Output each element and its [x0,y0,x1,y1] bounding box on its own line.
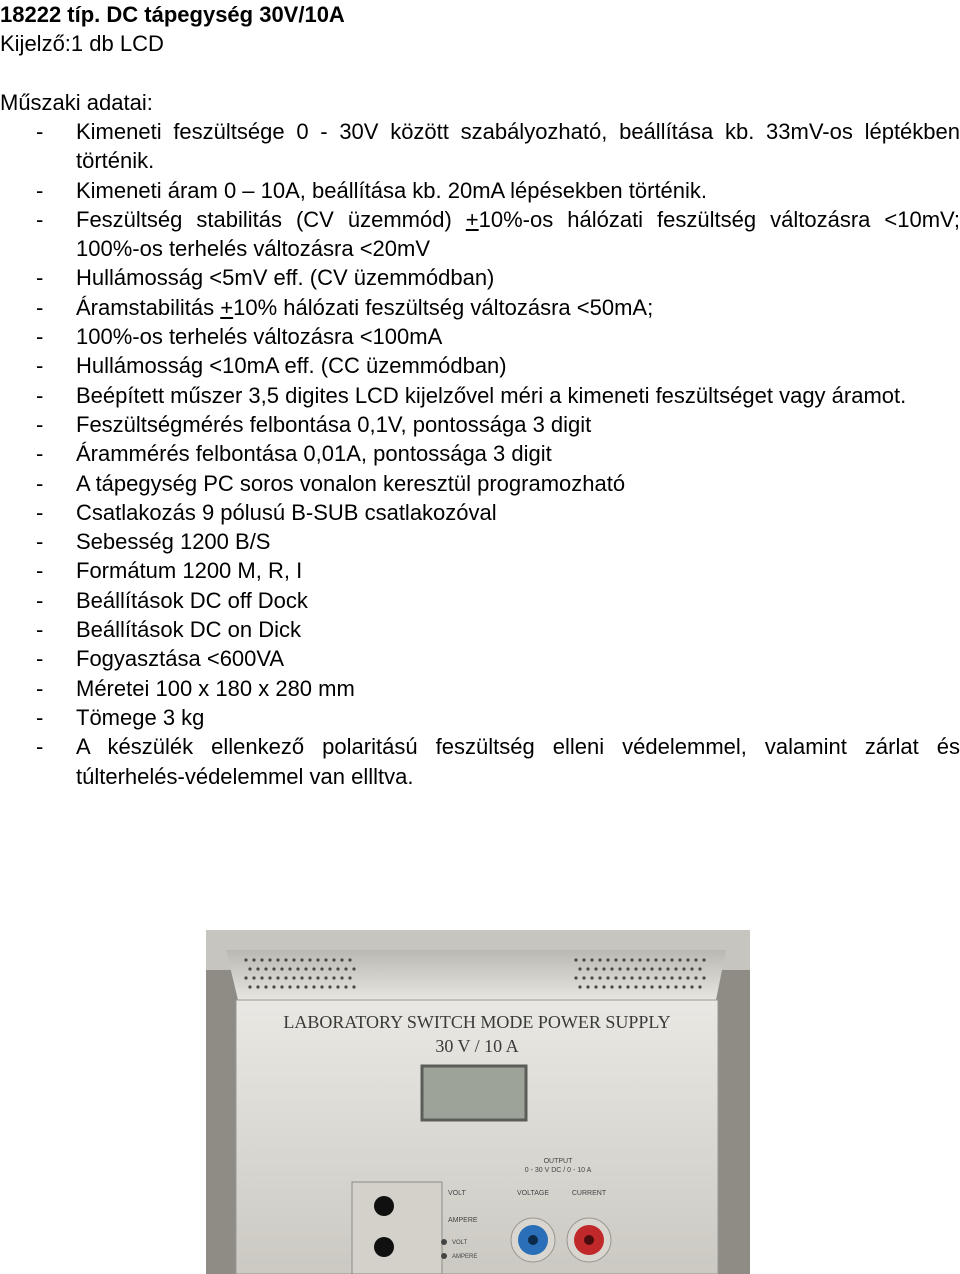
spec-item [0,293,960,322]
spec-text: Feszültség stabilitás (CV üzemmód) [76,206,466,232]
spec-item [0,644,960,673]
bullet-dash: - [36,587,44,613]
bullet-dash: - [36,704,44,730]
spec-text: A készülék ellenkező polaritású feszültség elleni védelemmel, valamint zárlat és túlterhelés-védelemmel van ellltva. [76,734,960,789]
spec-item [0,381,960,410]
current-label: CURRENT [571,1190,607,1197]
spec-text: Méretei 100 x 180 x 280 mm [76,675,355,701]
bullet-dash: - [36,734,44,760]
volt-knob [374,1196,394,1216]
bullet-dash: - [36,382,44,408]
output-spec: 0 - 30 V DC / 0 - 10 A [524,1167,592,1174]
ampere-knob [374,1237,394,1257]
section-heading: Műszaki adatai: [0,90,153,115]
positive-terminal-hole [584,1235,594,1245]
panel-title: LABORATORY SWITCH MODE POWER SUPPLY [283,1012,671,1032]
bullet-dash: - [36,617,44,643]
control-section [352,1182,442,1274]
spec-text: Beépített műszer 3,5 digites LCD kijelzővel méri a kimeneti feszültséget vagy áramot. [76,382,907,408]
spec-item [0,176,960,205]
bullet-dash: - [36,470,44,496]
document-title: 18222 típ. DC tápegység 30V/10A [0,2,345,27]
spec-text: Sebesség 1200 B/S [76,529,271,555]
bullet-dash: - [36,177,44,203]
bullet-dash: - [36,294,44,320]
spec-text: Kimeneti áram 0 – 10A, beállítása kb. 20mA lépésekben történik. [76,177,708,203]
mode-ampere-label: AMPERE [452,1254,478,1260]
spec-text: Tömege 3 kg [76,704,205,730]
bullet-dash: - [36,441,44,467]
spec-text: Feszültségmérés felbontása 0,1V, pontossága 3 digit [76,411,592,437]
spec-item [0,527,960,556]
negative-terminal-hole [528,1235,538,1245]
spec-item [0,469,960,498]
product-photo [206,930,750,1274]
display-info: Kijelző:1 db LCD [0,31,164,56]
spec-text: Csatlakozás 9 pólusú B-SUB csatlakozóval [76,499,497,525]
spec-text: Árammérés felbontása 0,01A, pontossága 3 digit [76,441,552,467]
spec-item [0,351,960,380]
bullet-dash: - [36,558,44,584]
spec-text: Formátum 1200 M, R, I [76,558,303,584]
plus-minus-sign: + [220,294,234,320]
spec-text: Hullámosság <5mV eff. (CV üzemmódban) [76,265,495,291]
ampere-label: AMPERE [448,1217,478,1224]
spec-item [0,205,960,264]
spec-text: Beállítások DC on Dick [76,617,301,643]
spec-item [0,586,960,615]
spec-item [0,556,960,585]
spec-text: Áramstabilitás [76,294,221,320]
power-supply-illustration [206,930,750,1274]
case-top [226,950,726,1000]
spec-item [0,703,960,732]
volt-label: VOLT [448,1190,466,1197]
plus-minus-sign: + [465,206,479,232]
lcd-display [422,1066,526,1120]
spec-item [0,117,960,176]
bullet-dash: - [36,675,44,701]
spec-item [0,410,960,439]
spec-text-cont: 10%-os hálózati feszültség változásra <10mV; 100%-os terhelés változásra <20mV [76,206,960,262]
spec-text: A tápegység PC soros vonalon keresztül programozható [76,470,626,496]
spec-item [0,263,960,292]
spec-item [0,615,960,644]
spec-text: 100%-os terhelés változásra <100mA [76,324,443,350]
panel-rating: 30 V / 10 A [435,1036,519,1056]
mode-volt-label: VOLT [452,1240,468,1246]
spec-item [0,322,960,351]
bullet-dash: - [36,411,44,437]
voltage-label: VOLTAGE [516,1190,550,1197]
mode-switch-ampere [441,1253,447,1259]
bullet-dash: - [36,206,44,232]
spec-text: Hullámosság <10mA eff. (CC üzemmódban) [76,353,507,379]
bullet-dash: - [36,119,44,144]
spec-item [0,498,960,527]
bullet-dash: - [36,353,44,379]
spec-list [0,117,960,791]
bullet-dash: - [36,529,44,555]
output-label: OUTPUT [543,1158,573,1165]
bullet-dash: - [36,265,44,291]
mode-switch-volt [441,1239,447,1245]
spec-text-cont: 10% hálózati feszültség változásra <50mA; [233,294,654,320]
spec-text: Fogyasztása <600VA [76,646,285,672]
spec-item [0,732,960,791]
bullet-dash: - [36,646,44,672]
bullet-dash: - [36,499,44,525]
spec-item [0,674,960,703]
bullet-dash: - [36,324,44,350]
spec-text: Beállítások DC off Dock [76,587,308,613]
spec-item [0,439,960,468]
spec-text: Kimeneti feszültsége 0 - 30V között szabályozható, beállítása kb. 33mV-os léptékben történik. [76,119,960,174]
